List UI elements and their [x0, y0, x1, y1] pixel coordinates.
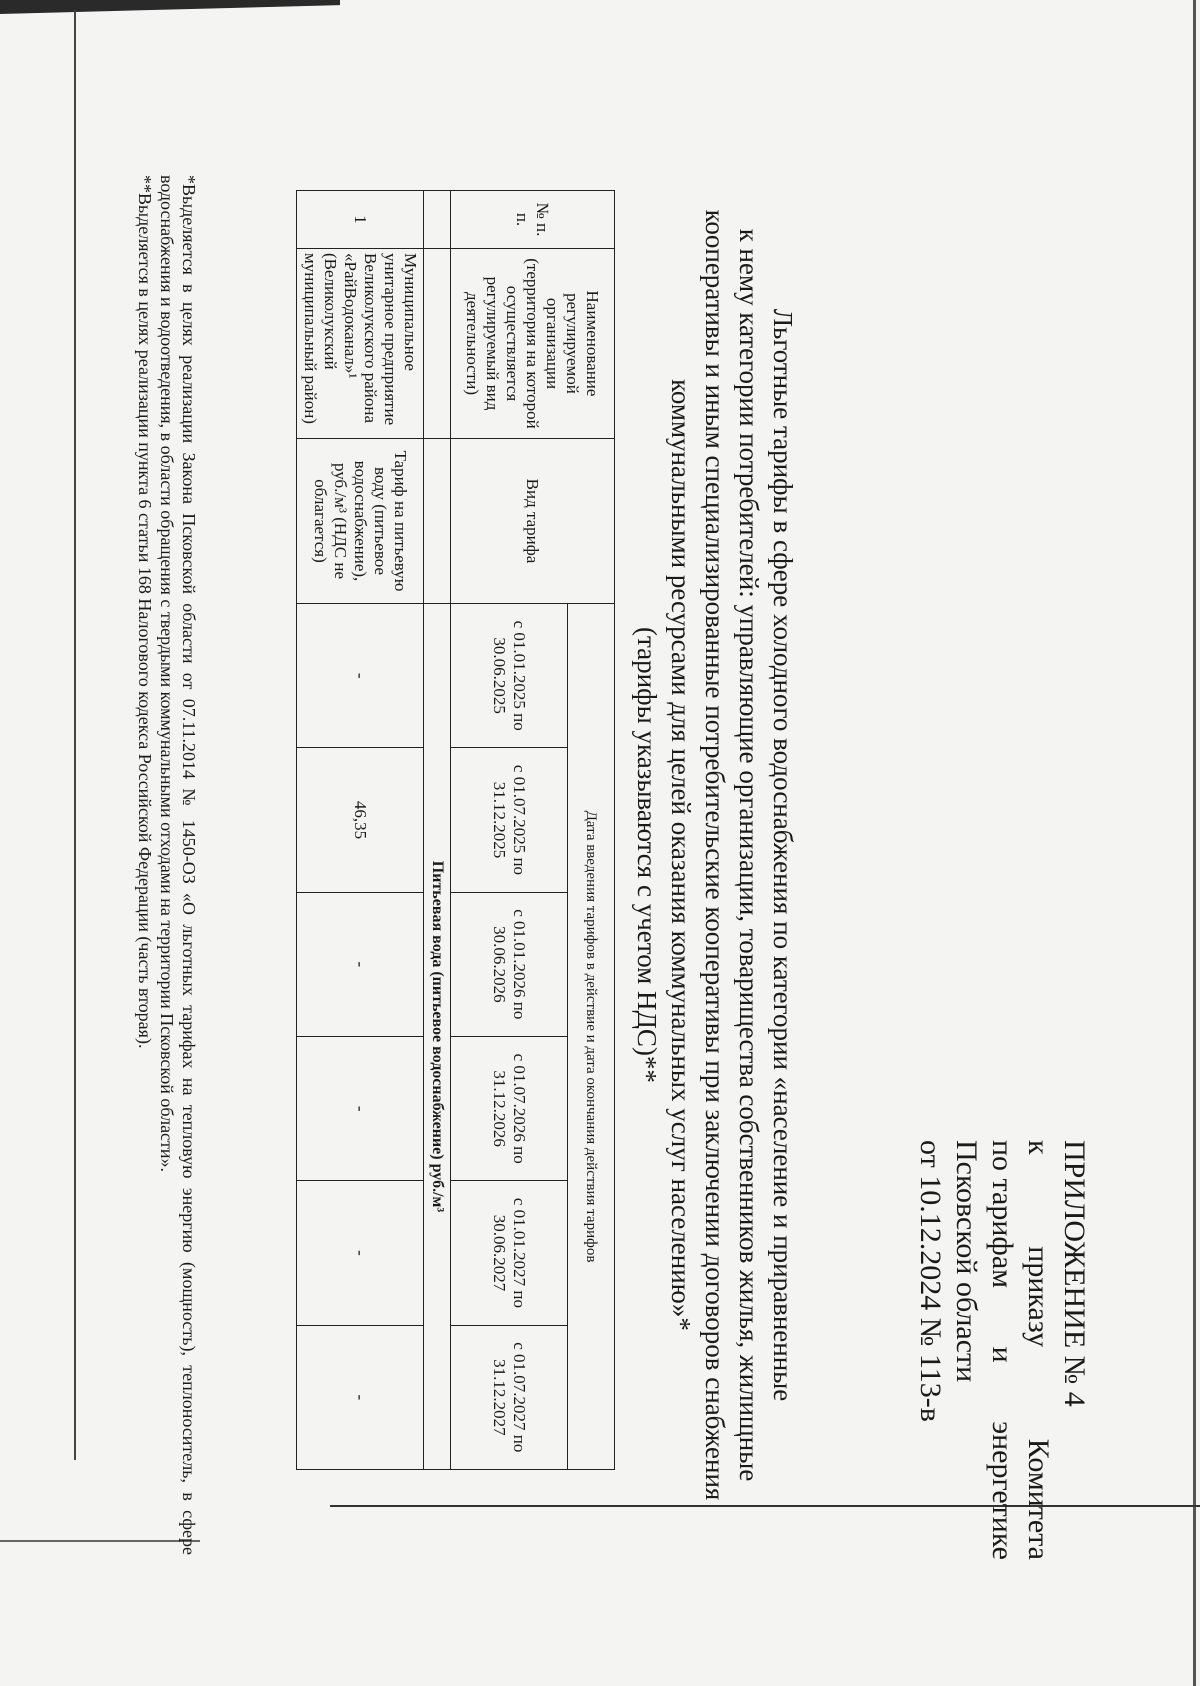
period-header: с 01.01.2026 по 30.06.2026 [451, 892, 568, 1036]
scan-edge-top [0, 0, 340, 14]
title-line5: (тарифы указываются с учетом НДС)** [632, 627, 662, 1083]
section-row [424, 191, 451, 1470]
rotated-page [60, 55, 1160, 1615]
period-header: с 01.07.2027 по 31.12.2027 [451, 1325, 568, 1469]
table-row [297, 191, 424, 1470]
header-num: № п. п. [451, 191, 615, 249]
period-header: с 01.01.2025 по 30.06.2025 [451, 604, 568, 748]
footnote-1: *Выделяется в целях реализации Закона Псковской области от 07.11.2014 № 1450-ОЗ «О льготных тарифах на тепловую энергию (мощность), теплоноситель, в сфере водоснабжения и водоотведения, в области обращения с твердыми коммунальными отходами на территории Псковской области». [157, 175, 199, 1555]
period-header: с 01.01.2027 по 30.06.2027 [451, 1181, 568, 1325]
appendix-line5: от 10.12.2024 № 113-в [914, 1140, 947, 1422]
appendix-line4: Псковской области [950, 1140, 983, 1383]
footnote-2: **Выделяется в целях реализации пункта 6 статьи 168 Налогового кодекса Российской Федерации (часть вторая). [135, 175, 155, 1049]
title-line4: коммунальными ресурсами для целей оказания коммунальных услуг населению»* [666, 379, 696, 1331]
document-title [630, 175, 800, 1535]
header-org: Наименование регулируемой организации (территория на которой осуществляется регулируемый вид деятельности) [451, 249, 615, 439]
section-header: Питьевая вода (питьевое водоснабжение) руб./м³ [424, 604, 451, 1470]
title-line1: Льготные тарифы в сфере холодного водоснабжения по категории «население и приравненные [768, 308, 798, 1402]
appendix-block [912, 1140, 1092, 1560]
row-org: Муниципальное унитарное предприятие Великолукского района «РайВодоканал»¹ (Великолукский муниципальный район) [297, 249, 424, 439]
row-value: - [297, 604, 424, 748]
row-value: - [297, 1325, 424, 1469]
row-value: - [297, 892, 424, 1036]
section-spacer [424, 439, 451, 604]
document [60, 55, 1160, 1615]
appendix-line3-right: энергетике [986, 1421, 1019, 1560]
section-spacer [424, 249, 451, 439]
tariff-table [296, 190, 615, 1470]
appendix-line2 [1020, 1140, 1056, 1560]
row-value: 46,35 [297, 748, 424, 892]
appendix-line2-mid: приказу [1022, 1246, 1055, 1348]
appendix-line2-right: Комитета [1022, 1438, 1055, 1560]
row-num: 1 [297, 191, 424, 249]
header-dates: Дата введения тарифов в действие и дата окончания действия тарифов [568, 604, 615, 1470]
appendix-line3-mid: и [986, 1346, 1019, 1363]
appendix-line1: ПРИЛОЖЕНИЕ № 4 [1058, 1140, 1091, 1407]
period-header: с 01.07.2025 по 31.12.2025 [451, 748, 568, 892]
appendix-line3 [984, 1140, 1020, 1560]
table-header-row [568, 191, 615, 1470]
period-header: с 01.07.2026 по 31.12.2026 [451, 1036, 568, 1180]
appendix-line2-left: к [1022, 1140, 1055, 1155]
appendix-line3-left: по тарифам [986, 1140, 1019, 1289]
header-type: Вид тарифа [451, 439, 615, 604]
row-value: - [297, 1036, 424, 1180]
row-value: - [297, 1181, 424, 1325]
title-line2: к нему категории потребителей: управляющие организации, товарищества собственников жилья, жилищные [734, 228, 764, 1482]
scan-edge-right [1193, 0, 1196, 1686]
row-type: Тариф на питьевую воду (питьевое водоснабжение), руб./м³ (НДС не облагается) [297, 439, 424, 604]
section-spacer [424, 191, 451, 249]
title-line3: кооперативы и иным специализированные потребительские кооперативы при заключении договоров снабжения [700, 209, 730, 1501]
footnotes [134, 175, 200, 1555]
